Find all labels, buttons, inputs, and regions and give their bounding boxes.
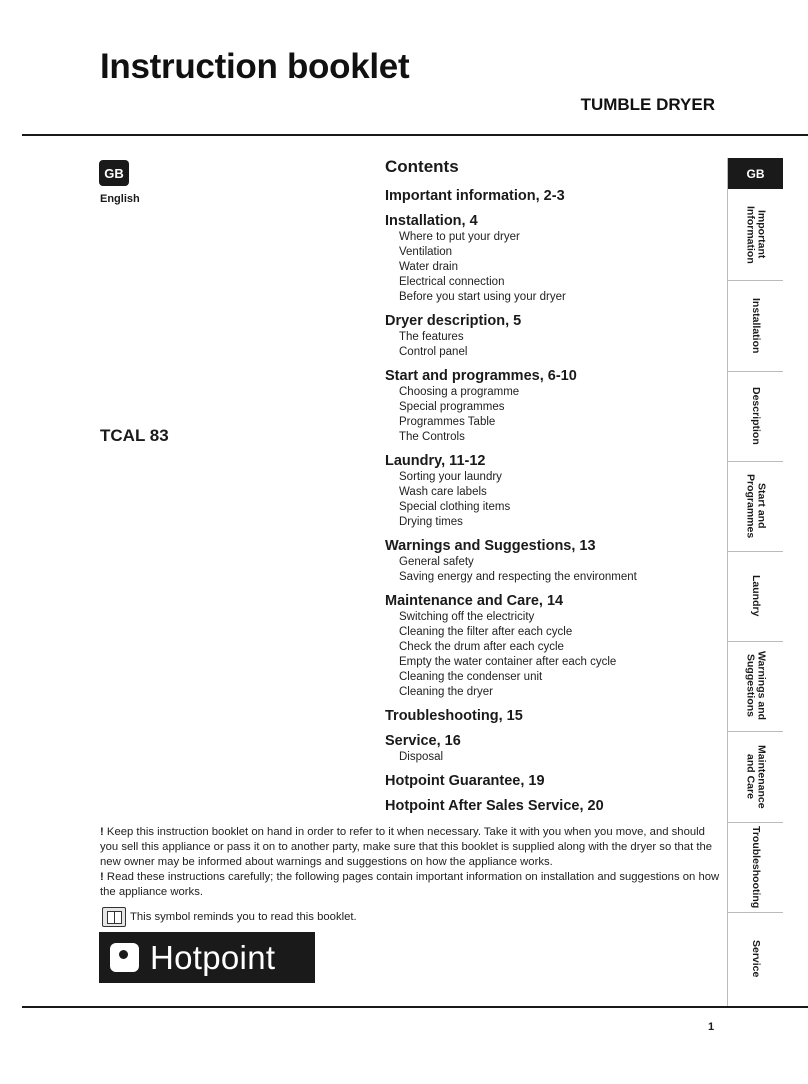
section-heading: Warnings and Suggestions, 13 [385,538,596,554]
contents-sections [385,187,725,815]
sidebar-tab [728,641,783,732]
product-type: TUMBLE DRYER [580,95,715,114]
model-number: TCAL 83 [100,426,169,445]
section-heading: Troubleshooting, 15 [385,708,523,724]
hotpoint-logo [99,932,315,983]
sidebar-tab [728,731,783,823]
section-item: Drying times [399,516,463,528]
page-number: 1 [708,1021,715,1033]
contents-section [385,707,725,725]
contents-list [385,157,725,822]
section-item: Sorting your laundry [399,471,502,483]
symbol-note [102,907,357,927]
section-heading: Start and programmes, 6-10 [385,368,577,384]
warning-mark: ! [100,871,104,883]
sidebar-tab-label: Description [750,387,762,445]
section-heading: Maintenance and Care, 14 [385,593,564,609]
section-heading: Installation, 4 [385,213,478,229]
symbol-text: This symbol reminds you to read this booklet. [130,911,357,923]
sidebar-tab-label: Warnings and Suggestions [744,651,768,721]
section-item: Empty the water container after each cycle [399,656,617,668]
sidebar-tab-label: Important Information [744,205,768,264]
sidebar-tab-label: Service [750,940,762,978]
section-item: Water drain [399,261,459,273]
section-item: Cleaning the condenser unit [399,671,543,683]
section-item: Cleaning the dryer [399,686,493,698]
section-item: Choosing a programme [399,386,520,398]
section-item: Control panel [399,346,468,358]
sidebar-tab-label: Troubleshooting [750,825,762,909]
sidebar-tab [728,371,783,462]
section-heading: Service, 16 [385,733,461,749]
section-item: Ventilation [399,246,453,258]
warning-mark: ! [100,826,104,838]
sidebar-tab [728,280,783,372]
top-divider [22,134,808,136]
section-heading: Important information, 2-3 [385,188,565,204]
section-item: Wash care labels [399,486,487,498]
section-item: Before you start using your dryer [399,291,566,303]
section-item: Programmes Table [399,416,496,428]
contents-title: Contents [385,157,459,176]
section-heading: Laundry, 11-12 [385,453,486,469]
read-booklet-icon [102,907,126,927]
language-badge: GB [99,160,129,186]
sidebar-tab-label: Laundry [750,575,762,617]
sidebar-tab [728,461,783,552]
section-item: Special programmes [399,401,505,413]
bottom-divider [22,1006,808,1008]
section-item: The features [399,331,464,343]
page-title: Instruction booklet [100,47,410,86]
contents-section [385,212,725,305]
contents-section [385,772,725,790]
logo-text: Hotpoint [150,938,276,976]
sidebar-tab [728,822,783,913]
section-item: Saving energy and respecting the environment [399,571,637,583]
contents-section [385,537,725,585]
sidebar-tab [728,189,783,281]
section-item: General safety [399,556,474,568]
contents-section [385,452,725,530]
section-item: Switching off the electricity [399,611,535,623]
section-item: Disposal [399,751,444,763]
contents-section [385,187,725,205]
section-heading: Hotpoint Guarantee, 19 [385,773,545,789]
language-label: English [100,193,140,205]
note-text: Keep this instruction booklet on hand in order to refer to it when necessary. Take it with you when you move, and should you sell this appliance or pass it on to another party, make sure that this booklet is supplied along with the dryer so that the new owner may be informed about warnings and suggestions on how the appliance works. [100,826,713,868]
section-heading: Hotpoint After Sales Service, 20 [385,798,604,814]
sidebar-tab [728,551,783,642]
section-item: Check the drum after each cycle [399,641,564,653]
contents-section [385,797,725,815]
section-heading: Dryer description, 5 [385,313,522,329]
contents-section [385,592,725,700]
section-item: Electrical connection [399,276,505,288]
sidebar-tab-label: Installation [750,297,762,354]
contents-section [385,312,725,360]
section-sidebar [727,158,783,1006]
sidebar-language-badge: GB [728,158,783,189]
sidebar-tab-label: Maintenance and Care [744,744,768,809]
section-item: Special clothing items [399,501,511,513]
sidebar-tab-label: Start and Programmes [744,473,768,539]
sidebar-tab [728,912,783,1007]
contents-section [385,732,725,765]
section-item: The Controls [399,431,465,443]
contents-section [385,367,725,445]
notes-block [100,825,720,900]
note-keep-booklet [100,825,720,870]
note-read-carefully [100,870,720,900]
note-text: Read these instructions carefully; the following pages contain important information on installation and suggestions on how the appliance works. [100,871,720,898]
section-item: Cleaning the filter after each cycle [399,626,573,638]
section-item: Where to put your dryer [399,231,520,243]
hotpoint-mark-icon [110,943,139,972]
